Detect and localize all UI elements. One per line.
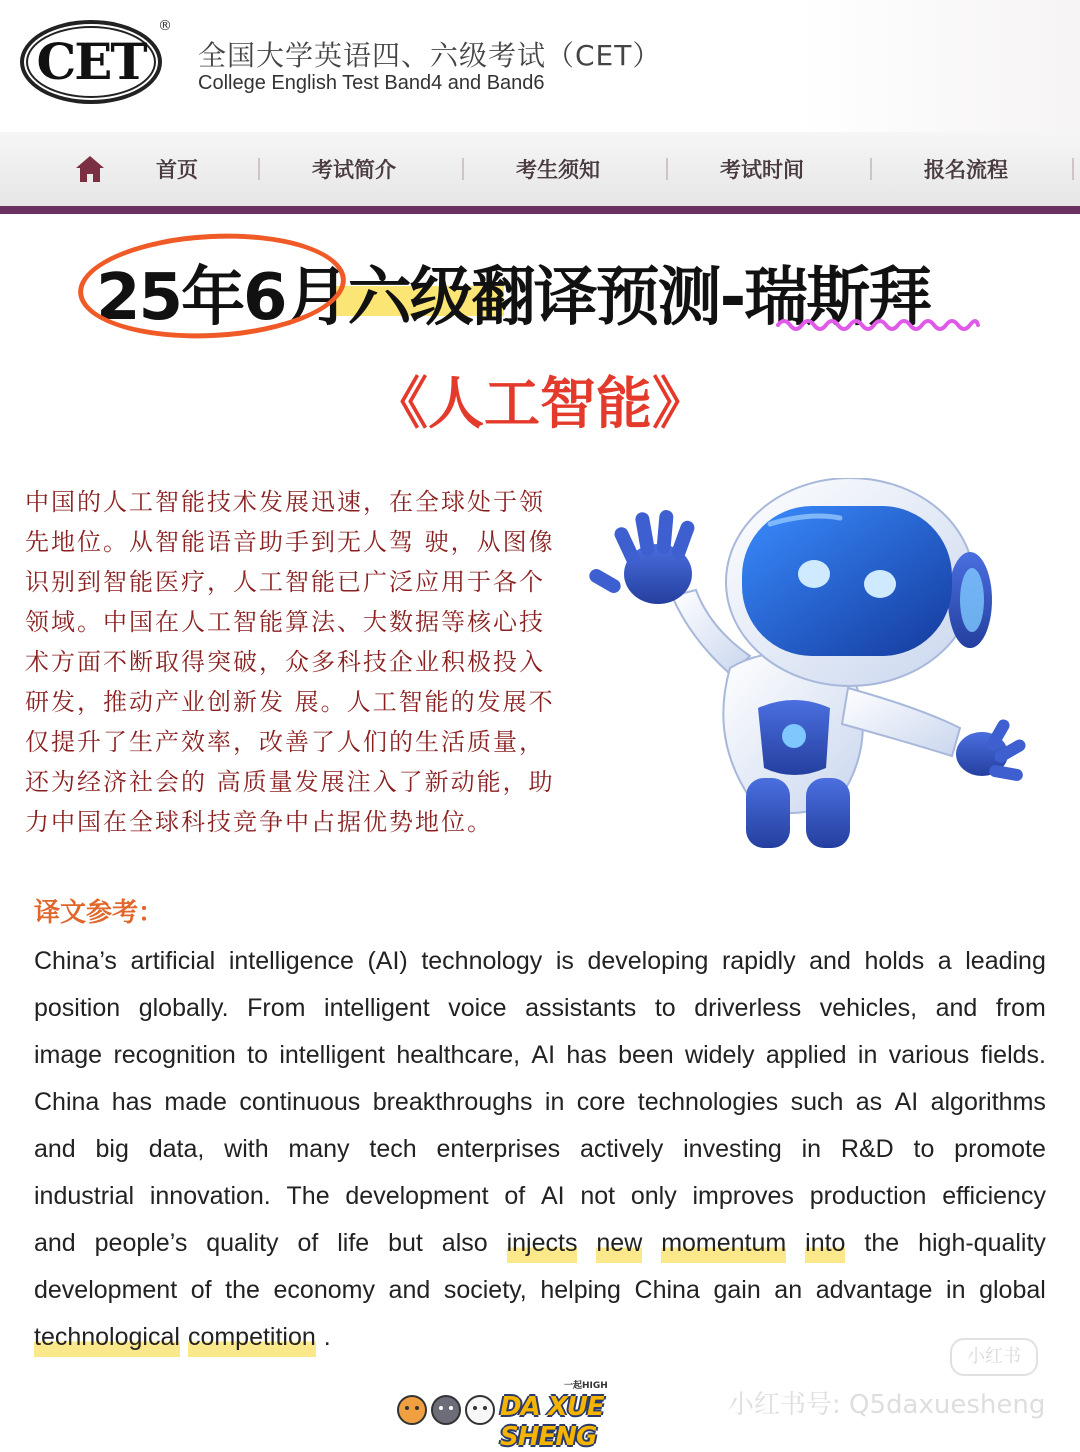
mascot-icons [396,1388,496,1428]
highlighted-word: technological [34,1314,180,1361]
word: R&D [840,1135,894,1163]
word: big [95,1135,129,1163]
page-title: 25年6月六级翻译预测-瑞斯拜 [96,261,931,335]
word: efficiency [942,1182,1046,1210]
word: development [345,1182,489,1210]
highlighted-word: competition [188,1314,316,1361]
word: to [913,1135,935,1163]
word: people’s [94,1229,188,1257]
word: not [580,1182,616,1210]
translation-line [34,938,1046,985]
word: driverless [694,994,802,1022]
word: image [34,1041,103,1069]
word: to [654,994,676,1022]
word: technology [421,947,543,975]
word: (AI) [367,947,408,975]
word: intelligence [228,947,354,975]
word: has [566,1041,607,1069]
word: an [774,1276,803,1304]
word: from [995,994,1046,1022]
highlighted-word: injects [507,1220,578,1267]
page-title-block [70,228,1010,338]
word: industrial [34,1182,135,1210]
nav-divider [666,158,668,180]
word: been [618,1041,674,1069]
passage-line: 识别到智能医疗，人工智能已广泛应用于各个 [25,568,545,596]
logo-text: CET [36,32,146,91]
translation-line [34,1173,1046,1220]
word: in [544,1088,565,1116]
passage-line: 先地位。从智能语音助手到无人驾 驶，从图像 [25,528,555,556]
watermark-badge: 小红书 [950,1338,1038,1376]
word: society, [443,1276,527,1304]
word: and [809,947,851,975]
brand-name: DA XUE SHENG [500,1392,604,1452]
translation-line [34,985,1046,1032]
word: and [34,1229,76,1257]
word: rapidly [721,947,796,975]
word: has [111,1088,153,1116]
brand-tagline: 一起HIGH [564,1381,608,1391]
highlighted-word: into [805,1220,845,1267]
word: China [34,1088,100,1116]
word: actively [579,1135,664,1163]
word: continuous [239,1088,361,1116]
word: with [224,1135,269,1163]
passage-line: 还为经济社会的 高质量发展注入了新动能，助 [25,768,555,796]
word: the [864,1229,900,1257]
translation-line [34,1079,1046,1126]
word: development [34,1276,178,1304]
brand-logo [396,1381,686,1452]
word: of [297,1229,319,1257]
word: to [247,1041,268,1069]
nav-divider [870,158,872,180]
translation-line [34,1032,1046,1079]
translation-line [34,1220,1046,1267]
passage-line: 中国的人工智能技术发展迅速，在全球处于领 [25,488,545,516]
word: From [247,994,306,1022]
word: globally. [138,994,229,1022]
word: made [164,1088,227,1116]
nav-divider [258,158,260,180]
passage-line: 仅提升了生产效率，改善了人们的生活质量， [25,728,545,756]
word: intelligent [324,994,430,1022]
word: leading [965,947,1046,975]
highlighted-word: momentum [661,1220,786,1267]
word: healthcare, [396,1041,521,1069]
word: as [855,1088,883,1116]
highlighted-word: new [596,1220,642,1267]
word: quality [206,1229,279,1257]
word: helping [540,1276,621,1304]
word: AI [531,1041,556,1069]
word: data, [148,1135,205,1163]
word: the [225,1276,260,1304]
word: fields. [980,1041,1046,1069]
passage-line: 领域。中国在人工智能算法、大数据等核心技 [25,608,545,636]
word: vehicles, [819,994,918,1022]
word: improves [692,1182,794,1210]
reference-label: 译文参考： [34,898,165,928]
word: voice [448,994,507,1022]
page-subtitle: 《人工智能》 [372,372,708,437]
robot-hand-left [587,509,697,604]
word: also [441,1229,488,1257]
word: production [809,1182,927,1210]
word: many [288,1135,350,1163]
word: in [801,1135,822,1163]
word: algorithms [930,1088,1046,1116]
word: economy [273,1276,375,1304]
site-title-en: College English Test Band4 and Band6 [198,72,545,94]
word: in [946,1276,966,1304]
word: and [935,994,978,1022]
word: position [34,994,121,1022]
word: of [190,1276,212,1304]
word: promote [954,1135,1046,1163]
word: such [790,1088,844,1116]
word: . [323,1323,331,1351]
site-header [0,0,1080,132]
word: holds [864,947,925,975]
nav-item-home[interactable]: 首页 [156,158,198,182]
word: breakthroughs [372,1088,533,1116]
word: core [576,1088,626,1116]
reference-translation [34,938,1046,1361]
word: tech [369,1135,417,1163]
word: advantage [815,1276,933,1304]
watermark-text: 小红书号: Q5daxuesheng [728,1390,1046,1420]
word: is [555,947,574,975]
header-decoration [800,0,1080,132]
registered-mark: ® [158,18,172,34]
word: technologies [637,1088,779,1116]
chinese-passage [25,482,565,842]
nav-item-notice[interactable]: 考生须知 [516,158,600,182]
cet-logo[interactable] [20,20,170,110]
word: innovation. [149,1182,271,1210]
word: developing [587,947,709,975]
site-title-cn: 全国大学英语四、六级考试（CET） [198,39,662,72]
word: and [388,1276,431,1304]
translation-line [34,1267,1046,1314]
robot-illustration [580,478,1050,848]
word: and [34,1135,76,1163]
word: AI [894,1088,919,1116]
passage-line: 术方面不断取得突破，众多科技企业积极投入 [25,648,545,676]
robot-hand-right [956,717,1028,782]
word: life [337,1229,370,1257]
nav-divider [1072,158,1074,180]
word: various [888,1041,970,1069]
main-nav [0,132,1080,214]
passage-line: 研发，推动产业创新发 展。人工智能的发展不 [25,688,555,716]
word: only [630,1182,677,1210]
house-icon[interactable] [74,154,106,184]
word: intelligent [279,1041,385,1069]
word: gain [713,1276,761,1304]
word: AI [540,1182,565,1210]
word: high-quality [918,1229,1046,1257]
word: The [286,1182,330,1210]
nav-item-registration[interactable]: 报名流程 [924,158,1008,182]
word: widely [685,1041,755,1069]
word: in [857,1041,878,1069]
word: China [634,1276,700,1304]
word: recognition [113,1041,236,1069]
passage-line: 力中国在全球科技竞争中占据优势地位。 [25,808,493,836]
nav-divider [462,158,464,180]
translation-line [34,1126,1046,1173]
translation-line [34,1314,1046,1361]
word: global [979,1276,1046,1304]
word: artificial [130,947,216,975]
word: applied [765,1041,847,1069]
word: but [388,1229,423,1257]
wavy-underline [776,316,980,334]
word: of [504,1182,526,1210]
nav-item-schedule[interactable]: 考试时间 [720,158,804,182]
word: a [937,947,952,975]
word: China’s [34,947,117,975]
word: assistants [525,994,637,1022]
nav-item-intro[interactable]: 考试简介 [312,158,396,182]
word: investing [683,1135,782,1163]
word: enterprises [436,1135,561,1163]
